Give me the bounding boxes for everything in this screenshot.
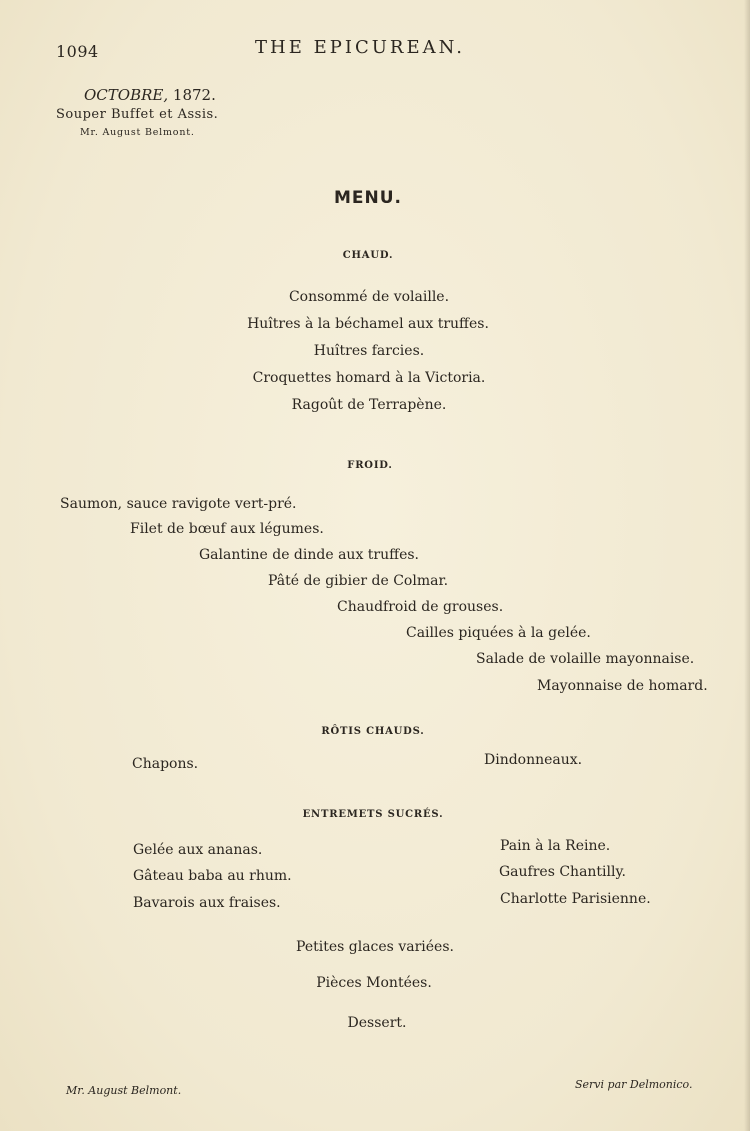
- menu-month: OCTOBRE,: [84, 86, 169, 104]
- menu-item: Cailles piquées à la gelée.: [406, 625, 591, 641]
- menu-item: Pièces Montées.: [316, 975, 432, 991]
- menu-item: Galantine de dinde aux truffes.: [199, 547, 419, 563]
- footer-host: Mr. August Belmont.: [66, 1084, 182, 1097]
- page-number: 1094: [56, 42, 99, 61]
- menu-item: Huîtres farcies.: [313, 343, 425, 359]
- section-heading-chaud: CHAUD.: [342, 250, 394, 261]
- menu-item: Huîtres à la béchamel aux truffes.: [247, 316, 489, 332]
- menu-item: Dindonneaux.: [484, 752, 583, 768]
- section-heading-froid: FROID.: [347, 460, 393, 471]
- menu-item: Bavarois aux fraises.: [133, 895, 281, 911]
- menu-item: Mayonnaise de homard.: [537, 678, 708, 694]
- menu-item: Pâté de gibier de Colmar.: [268, 573, 449, 589]
- menu-item: Saumon, sauce ravigote vert-pré.: [60, 496, 297, 512]
- menu-item: Pain à la Reine.: [500, 838, 611, 854]
- menu-title: MENU.: [333, 188, 403, 208]
- menu-item: Gelée aux ananas.: [133, 842, 263, 858]
- menu-item: Consommé de volaille.: [288, 289, 450, 305]
- section-heading-rotis: RÔTIS CHAUDS.: [321, 726, 425, 737]
- menu-item: Filet de bœuf aux légumes.: [130, 521, 324, 537]
- event-description: Souper Buffet et Assis.: [56, 107, 219, 122]
- menu-item: Croquettes homard à la Victoria.: [252, 370, 486, 386]
- menu-item: Ragoût de Terrapène.: [291, 397, 447, 413]
- menu-date: [84, 86, 216, 104]
- menu-item: Chaudfroid de grouses.: [337, 599, 504, 615]
- menu-item: Chapons.: [132, 756, 199, 772]
- menu-item: Dessert.: [347, 1015, 407, 1031]
- host-name: Mr. August Belmont.: [80, 127, 195, 138]
- menu-item: Gâteau baba au rhum.: [133, 868, 292, 884]
- page-edge-shadow: [744, 0, 750, 1131]
- running-title: THE EPICUREAN.: [255, 37, 465, 58]
- menu-item: Charlotte Parisienne.: [500, 891, 651, 907]
- menu-item: Petites glaces variées.: [296, 939, 454, 955]
- menu-item: Salade de volaille mayonnaise.: [476, 651, 695, 667]
- section-heading-entremets: ENTREMETS SUCRÉS.: [302, 809, 444, 820]
- menu-item: Gaufres Chantilly.: [499, 864, 626, 880]
- footer-caterer: Servi par Delmonico.: [575, 1078, 693, 1091]
- menu-year: 1872.: [172, 86, 216, 104]
